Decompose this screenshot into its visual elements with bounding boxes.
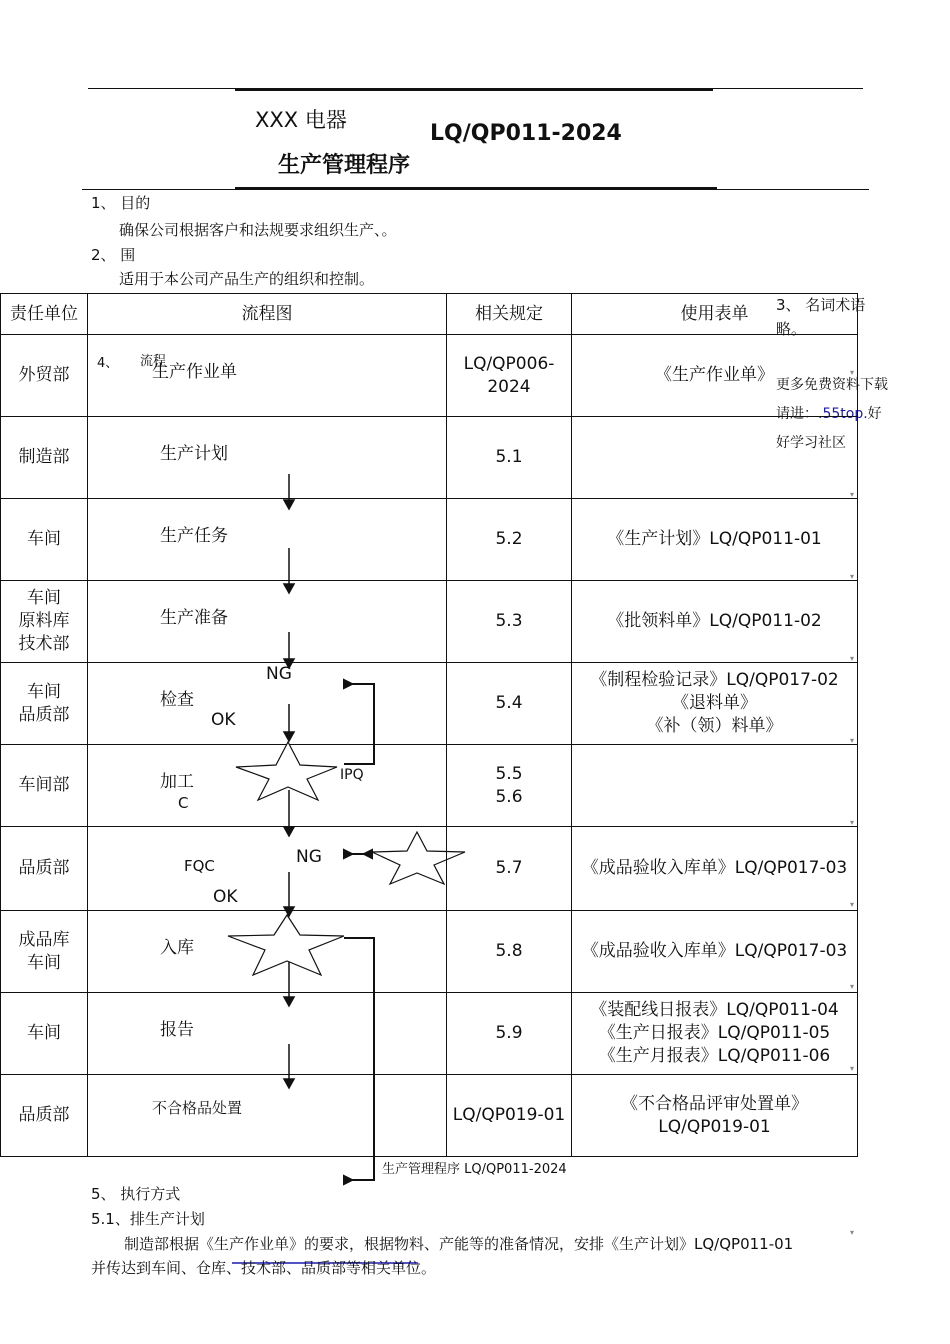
row-rule-cell: LQ/QP019-01 <box>447 1075 572 1157</box>
row-rule-cell: 5.3 <box>447 581 572 663</box>
section-51-text-1: 制造部根据《生产作业单》的要求，根据物料、产能等的准备情况，安排《生产计划》LQ/QP011-01 <box>124 1235 794 1253</box>
row-unit-cell: 车间 品质部 <box>1 663 88 745</box>
section-4-num: 4、 <box>97 356 119 371</box>
section-4-title: 流程 <box>140 354 167 369</box>
row-form-cell: 《装配线日报表》LQ/QP011-04 《生产日报表》LQ/QP011-05 《生产月报表》LQ/QP011-06 <box>572 993 858 1075</box>
row-rule-cell: 5.8 <box>447 911 572 993</box>
row-unit-cell: 成品库 车间 <box>1 911 88 993</box>
ipq-label: IPQ <box>340 767 364 783</box>
section-1-title: 1、 目的 <box>91 194 151 212</box>
row-unit-cell: 车间 <box>1 499 88 581</box>
row-form-cell: 《批领料单》LQ/QP011-02 <box>572 581 858 663</box>
row-unit-cell: 品质部 <box>1 827 88 911</box>
community-note: 好学习社区 <box>776 435 846 451</box>
row-step-cell: 检查 <box>88 663 447 745</box>
row-step-cell: FQC <box>88 827 447 911</box>
download-note: 更多免费资料下载 <box>776 377 888 393</box>
margin-mark: ▾ <box>850 654 855 663</box>
ng-label-1: NG <box>266 664 292 684</box>
section-3-text: 略。 <box>776 320 807 338</box>
visit-suffix: 好 <box>867 406 882 422</box>
row-step-cell: 报告 <box>88 993 447 1075</box>
ok-label-1: OK <box>211 710 236 730</box>
section-2-text: 适用于本公司产品生产的组织和控制。 <box>119 270 375 288</box>
row-unit-cell: 制造部 <box>1 417 88 499</box>
ok-label-2: OK <box>213 887 238 907</box>
margin-mark: ▾ <box>850 900 855 909</box>
row-form-cell: 《成品验收入库单》LQ/QP017-03 <box>572 827 858 911</box>
company-name: XXX 电器 <box>255 108 347 132</box>
table-footer-note: 生产管理程序 LQ/QP011-2024 <box>382 1162 567 1177</box>
star-shape-2 <box>372 832 465 884</box>
ng-loop-1 <box>344 680 374 764</box>
margin-mark: ▾ <box>850 818 855 827</box>
return-loop <box>344 938 374 1184</box>
row-step-cell: 生产任务 <box>88 499 447 581</box>
star-shape-1 <box>236 742 337 800</box>
ng-loop-2 <box>344 850 372 858</box>
margin-mark: ▾ <box>850 368 855 377</box>
visit-prefix: 请进： <box>776 406 818 422</box>
section-51-title: 5.1、排生产计划 <box>91 1210 205 1228</box>
header-form: 使用表单 <box>572 294 858 335</box>
row-step-cell: 不合格品处置 <box>88 1075 447 1157</box>
row-rule-cell: 5.2 <box>447 499 572 581</box>
row-unit-cell: 外贸部 <box>1 335 88 417</box>
margin-mark: ▾ <box>850 490 855 499</box>
margin-mark: ▾ <box>850 572 855 581</box>
ng-label-2: NG <box>296 847 322 867</box>
row-rule-cell: 5.7 <box>447 827 572 911</box>
row-form-cell: 《生产作业单》 <box>572 335 858 417</box>
row-rule-cell: 5.9 <box>447 993 572 1075</box>
row-unit-cell: 车间 <box>1 993 88 1075</box>
row-form-cell: 《成品验收入库单》LQ/QP017-03 <box>572 911 858 993</box>
section-5-title: 5、 执行方式 <box>91 1185 181 1203</box>
margin-mark: ▾ <box>850 1064 855 1073</box>
section-1-text: 确保公司根据客户和法规要求组织生产、。 <box>119 221 397 239</box>
row-step-cell: 生产准备 <box>88 581 447 663</box>
section-3-title: 3、 名词术语 <box>776 296 866 314</box>
document-code: LQ/QP011-2024 <box>430 121 622 146</box>
row-rule-cell: 5.4 <box>447 663 572 745</box>
row-step-cell: 入库 <box>88 911 447 993</box>
header-unit: 责任单位 <box>1 294 88 335</box>
margin-mark: ▾ <box>850 1228 855 1237</box>
row-form-cell: 《制程检验记录》LQ/QP017-02 《退料单》 《补（领）料单》 <box>572 663 858 745</box>
margin-mark: ▾ <box>850 736 855 745</box>
row-rule-cell: LQ/QP006-2024 <box>447 335 572 417</box>
row-step-cell: 生产作业单 <box>88 335 447 417</box>
row-step-cell: 加工 <box>88 745 447 827</box>
row-form-cell: 《生产计划》LQ/QP011-01 <box>572 499 858 581</box>
row-unit-cell: 品质部 <box>1 1075 88 1157</box>
visit-link[interactable]: .55top. <box>818 406 868 422</box>
star-shape-3 <box>228 915 344 975</box>
c-label: C <box>178 794 189 812</box>
section-2-title: 2、 围 <box>91 246 136 264</box>
row-unit-cell: 车间 原料库 技术部 <box>1 581 88 663</box>
document-title: 生产管理程序 <box>278 153 411 178</box>
row-step-cell: 生产计划 <box>88 417 447 499</box>
row-rule-cell: 5.5 5.6 <box>447 745 572 827</box>
header-flow: 流程图 <box>88 294 447 335</box>
row-rule-cell: 5.1 <box>447 417 572 499</box>
section-51-text-2: 并传达到车间、仓库、技术部、品质部等相关单位。 <box>91 1259 437 1277</box>
row-unit-cell: 车间部 <box>1 745 88 827</box>
row-form-cell: 《不合格品评审处置单》 LQ/QP019-01 <box>572 1075 858 1157</box>
margin-mark: ▾ <box>850 982 855 991</box>
header-rule: 相关规定 <box>447 294 572 335</box>
